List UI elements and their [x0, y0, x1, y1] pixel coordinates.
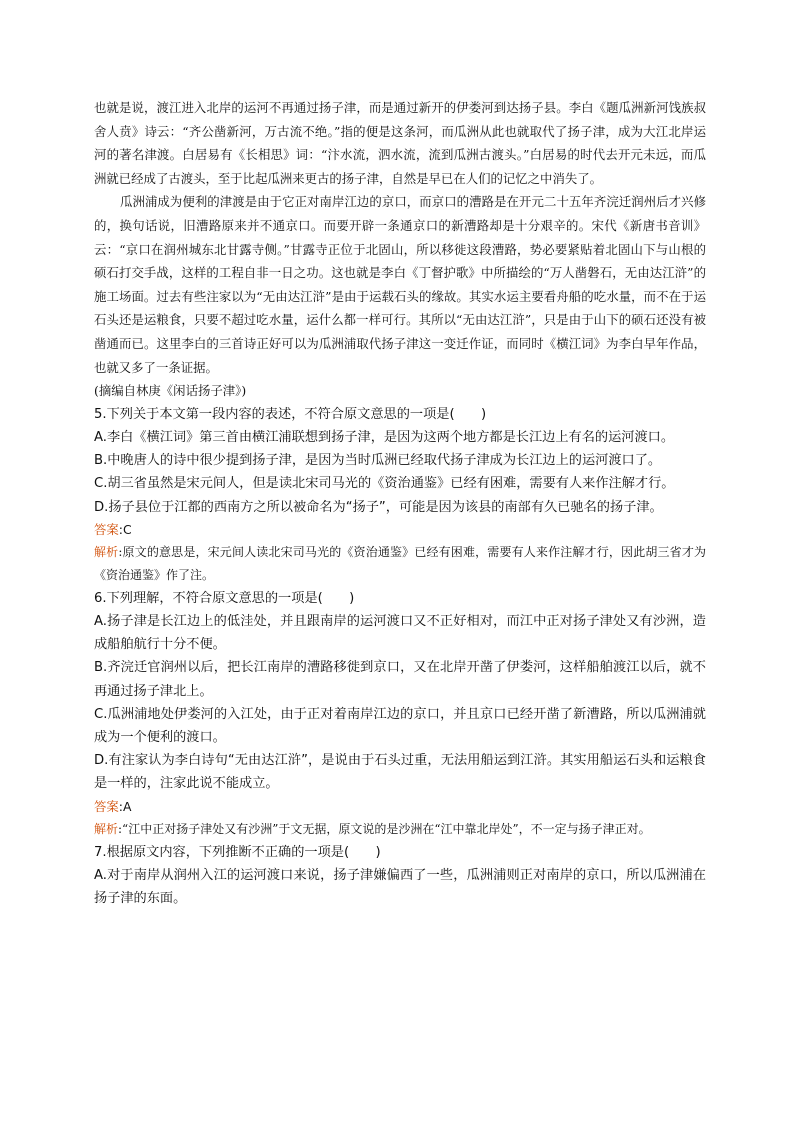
question-6-answer [94, 796, 706, 818]
page-content [94, 96, 706, 910]
explanation-label: 解析 [94, 821, 119, 836]
question-5-option-d: D.扬子县位于江都的西南方之所以被命名为“扬子”，可能是因为该县的南部有久已驰名的扬子津。 [94, 499, 663, 515]
question-6-stem: 6.下列理解，不符合原文意思的一项是( ) [94, 590, 355, 606]
question-6-option-a: A.扬子津是长江边上的低洼处，并且跟南岸的运河渡口又不正好相对，而江中正对扬子津处又有沙洲，造成船舶航行十分不便。 [94, 613, 706, 653]
question-6-explanation [94, 818, 706, 841]
explanation-text: :原文的意思是，宋元间人读北宋司马光的《资治通鉴》已经有困难，需要有人来作注解才行，因此胡三省才为《资治通鉴》作了注。 [94, 544, 706, 582]
explanation-label: 解析 [94, 544, 119, 559]
question-5-stem: 5.下列关于本文第一段内容的表述，不符合原文意思的一项是( ) [94, 406, 487, 422]
question-5-explanation [94, 541, 706, 587]
answer-label: 答案 [94, 521, 119, 537]
question-6-option-b: B.齐浣迁官润州以后，把长江南岸的漕路移徙到京口，又在北岸开凿了伊娄河，这样船舶渡江以后，就不再通过扬子津北上。 [94, 660, 706, 699]
question-7-stem: 7.根据原文内容，下列推断不正确的一项是( ) [94, 844, 381, 860]
reading-passage [94, 96, 706, 403]
answer-label: 答案 [94, 798, 119, 814]
question-6 [94, 587, 706, 841]
question-5-option-b: B.中晚唐人的诗中很少提到扬子津，是因为当时瓜洲已经取代扬子津成为长江边上的运河渡口了。 [94, 453, 662, 469]
question-6-option-c: C.瓜洲浦地处伊娄河的入江处，由于正对着南岸江边的京口，并且京口已经开凿了新漕路，所以瓜洲浦就成为一个便利的渡口。 [94, 706, 706, 745]
answer-value: :C [118, 521, 132, 537]
answer-value: :A [118, 798, 132, 814]
question-7-option-a: A.对于南岸从润州入江的运河渡口来说，扬子津嫌偏西了一些，瓜洲浦则正对南岸的京口，所以瓜洲浦在扬子津的东面。 [94, 867, 706, 906]
question-5 [94, 403, 706, 587]
question-5-answer [94, 519, 706, 541]
passage-paragraph-1: 也就是说，渡江进入北岸的运河不再通过扬子津，而是通过新开的伊娄河到达扬子县。李白《题瓜洲新河饯族叔舍人贲》诗云：“齐公凿新河，万古流不绝。”指的便是这条河，而瓜洲从此也就取代了扬子津，成为大江北岸运河的著名津渡。白居易有《长相思》词：“汴水流，泗水流，流到瓜洲古渡头。”白居易的时代去开元未远，而瓜洲就已经成了古渡头，至于比起瓜洲来更古的扬子津，自然是早已在人们的记忆之中消失了。 [94, 100, 706, 186]
passage-paragraph-2: 瓜洲浦成为便利的津渡是由于它正对南岸江边的京口，而京口的漕路是在开元二十五年齐浣迁润州后才兴修的，换句话说，旧漕路原来并不通京口。而要开辟一条通京口的新漕路却是十分艰辛的。宋代《新唐书音训》云：“京口在润州城东北甘露寺侧。”甘露寺正位于北固山，所以移徙这段漕路，势必要紧贴着北固山下与山根的硕石打交手战，这样的工程自非一日之功。这也就是李白《丁督护歌》中所描绘的“万人凿磐石，无由达江浒”的施工场面。过去有些注家以为“无由达江浒”是由于运载石头的缘故。其实水运主要看舟船的吃水量，而不在于运石头还是运粮食，只要不超过吃水量，运什么都一样可行。其所以“无由达江浒”，只是由于山下的硕石还没有被凿通而已。这里李白的三首诗正好可以为瓜洲浦取代扬子津这一变迁作证，而同时《横江词》为李白早年作品，也就又多了一条证据。 [94, 194, 706, 375]
question-5-option-a: A.李白《横江词》第三首由横江浦联想到扬子津，是因为这两个地方都是长江边上有名的运河渡口。 [94, 429, 675, 445]
question-6-option-d: D.有注家认为李白诗句“无由达江浒”，是说由于石头过重，无法用船运到江浒。其实用船运石头和运粮食是一样的，注家此说不能成立。 [94, 753, 706, 792]
explanation-text: :“江中正对扬子津处又有沙洲”于文无据，原文说的是沙洲在“江中靠北岸处”，不一定与扬子津正对。 [118, 821, 651, 836]
question-5-option-c: C.胡三省虽然是宋元间人，但是读北宋司马光的《资治通鉴》已经有困难，需要有人来作注解才行。 [94, 476, 675, 492]
question-7 [94, 841, 706, 911]
passage-source: (摘编自林庚《闲话扬子津》) [94, 383, 247, 399]
